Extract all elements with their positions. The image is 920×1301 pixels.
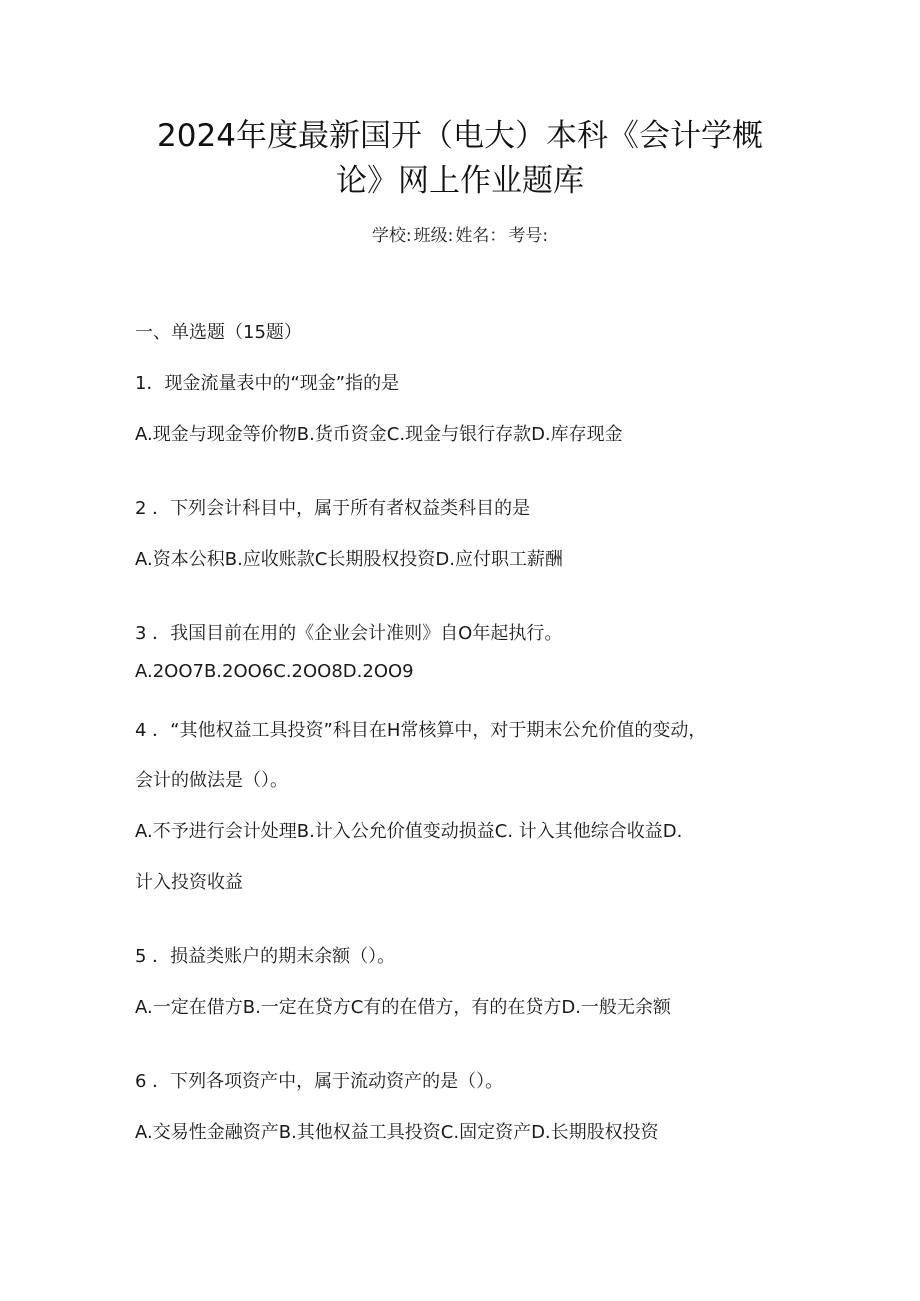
question-4-stem-line-2: 会计的做法是（）。 (135, 770, 288, 791)
question-3-stem: 3 ．我国目前在用的《企业会计准则》自O年起执行。 (135, 623, 563, 644)
exam-number-label: 考号: (508, 226, 549, 246)
school-label: 学校: (371, 226, 412, 246)
question-6-options: A.交易性金融资产B.其他权益工具投资C.固定资产D.长期股权投资 (135, 1122, 659, 1143)
name-label: 姓名： (455, 226, 507, 246)
question-4-options-line-2: 计入投资收益 (135, 872, 243, 893)
question-2-options: A.资本公积B.应收账款C长期股权投资D.应付职工薪酬 (135, 549, 563, 570)
question-6-stem: 6 ．下列各项资产中，属于流动资产的是（）。 (135, 1071, 504, 1092)
question-4-options-line-1: A.不予进行会计处理B.计入公允价值变动损益C. 计入其他综合收益D. (135, 821, 683, 842)
document-title-line-2: 论》网上作业题库 (336, 163, 584, 199)
class-label: 班级: (413, 226, 454, 246)
section-heading: 一、单选题（15题） (135, 322, 302, 343)
question-5-stem: 5 ．损益类账户的期末余额（）。 (135, 946, 396, 967)
question-1-stem: 1．现金流量表中的“现金”指的是 (135, 373, 400, 394)
question-4-stem-line-1: 4 ．“其他权益工具投资”科目在H常核算中，对于期末公允价值的变动， (135, 720, 707, 741)
student-info-line (0, 224, 920, 248)
document-title-line-1: 2024年度最新国开（电大）本科《会计学概 (157, 118, 763, 154)
question-3-options: A.2OO7B.2OO6C.2OO8D.2OO9 (135, 661, 414, 682)
question-5-options: A.一定在借方B.一定在贷方C有的在借方，有的在贷方D.一般无余额 (135, 997, 671, 1018)
question-1-options: A.现金与现金等价物B.货币资金C.现金与银行存款D.库存现金 (135, 424, 623, 445)
question-2-stem: 2 ．下列会计科目中，属于所有者权益类科目的是 (135, 498, 531, 519)
